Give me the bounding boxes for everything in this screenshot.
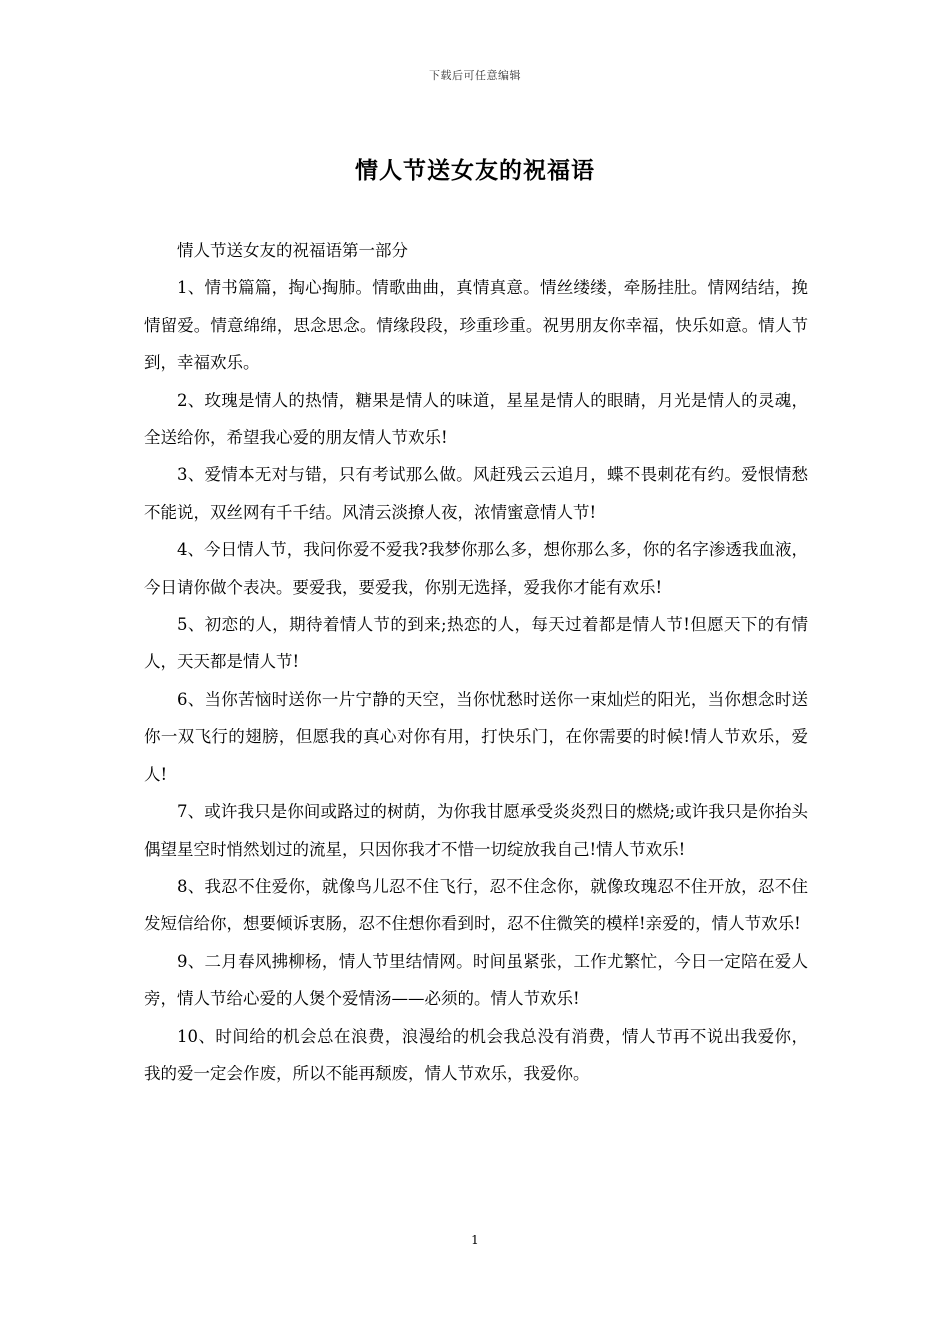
paragraph-10: 10、时间给的机会总在浪费，浪漫给的机会我总没有消费，情人节再不说出我爱你，我的爱一定会作废，所以不能再颓废，情人节欢乐，我爱你。 xyxy=(144,1026,808,1083)
paragraph-4: 4、今日情人节，我问你爱不爱我?我梦你那么多，想你那么多，你的名字渗透我血液，今日请你做个表决。要爱我，要爱我，你别无选择，爱我你才能有欢乐! xyxy=(144,540,808,597)
paragraph-1: 1、情书篇篇，掏心掏肺。情歌曲曲，真情真意。情丝缕缕，牵肠挂肚。情网结结，挽情留爱。情意绵绵，思念思念。情缘段段，珍重珍重。祝男朋友你幸福，快乐如意。情人节到，幸福欢乐。 xyxy=(144,278,808,373)
paragraph-9: 9、二月春风拂柳杨，情人节里结情网。时间虽紧张，工作尤繁忙，今日一定陪在爱人旁，情人节给心爱的人煲个爱情汤——必须的。情人节欢乐! xyxy=(144,951,808,1009)
paragraph-7: 7、或许我只是你间或路过的树荫，为你我甘愿承受炎炎烈日的燃烧;或许我只是你抬头偶望星空时悄然划过的流星，只因你我才不惜一切绽放我自己!情人节欢乐! xyxy=(144,802,808,859)
paragraph-6: 6、当你苦恼时送你一片宁静的天空，当你忧愁时送你一束灿烂的阳光，当你想念时送你一双飞行的翅膀，但愿我的真心对你有用，打快乐门，在你需要的时候!情人节欢乐，爱人! xyxy=(144,689,808,784)
section-heading: 情人节送女友的祝福语第一部分 xyxy=(177,241,408,260)
paragraph-2: 2、玫瑰是情人的热情，糖果是情人的味道，星星是情人的眼睛，月光是情人的灵魂，全送给你，希望我心爱的朋友情人节欢乐! xyxy=(144,390,808,448)
paragraph-3: 3、爱情本无对与错，只有考试那么做。风赶残云云追月，蝶不畏刺花有约。爱恨情愁不能说，双丝网有千千结。风清云淡撩人夜，浓情蜜意情人节! xyxy=(144,465,808,522)
page-number: 1 xyxy=(471,1233,479,1247)
paragraph-5: 5、初恋的人，期待着情人节的到来;热恋的人，每天过着都是情人节!但愿天下的有情人，天天都是情人节! xyxy=(144,615,808,672)
page-header: 下载后可任意编辑 xyxy=(429,69,521,82)
document-body xyxy=(144,232,808,1092)
paragraph-8: 8、我忍不住爱你，就像鸟儿忍不住飞行，忍不住念你，就像玫瑰忍不住开放，忍不住发短信给你，想要倾诉衷肠，忍不住想你看到时，忍不住微笑的模样!亲爱的，情人节欢乐! xyxy=(144,876,808,934)
document-title: 情人节送女友的祝福语 xyxy=(355,157,595,184)
